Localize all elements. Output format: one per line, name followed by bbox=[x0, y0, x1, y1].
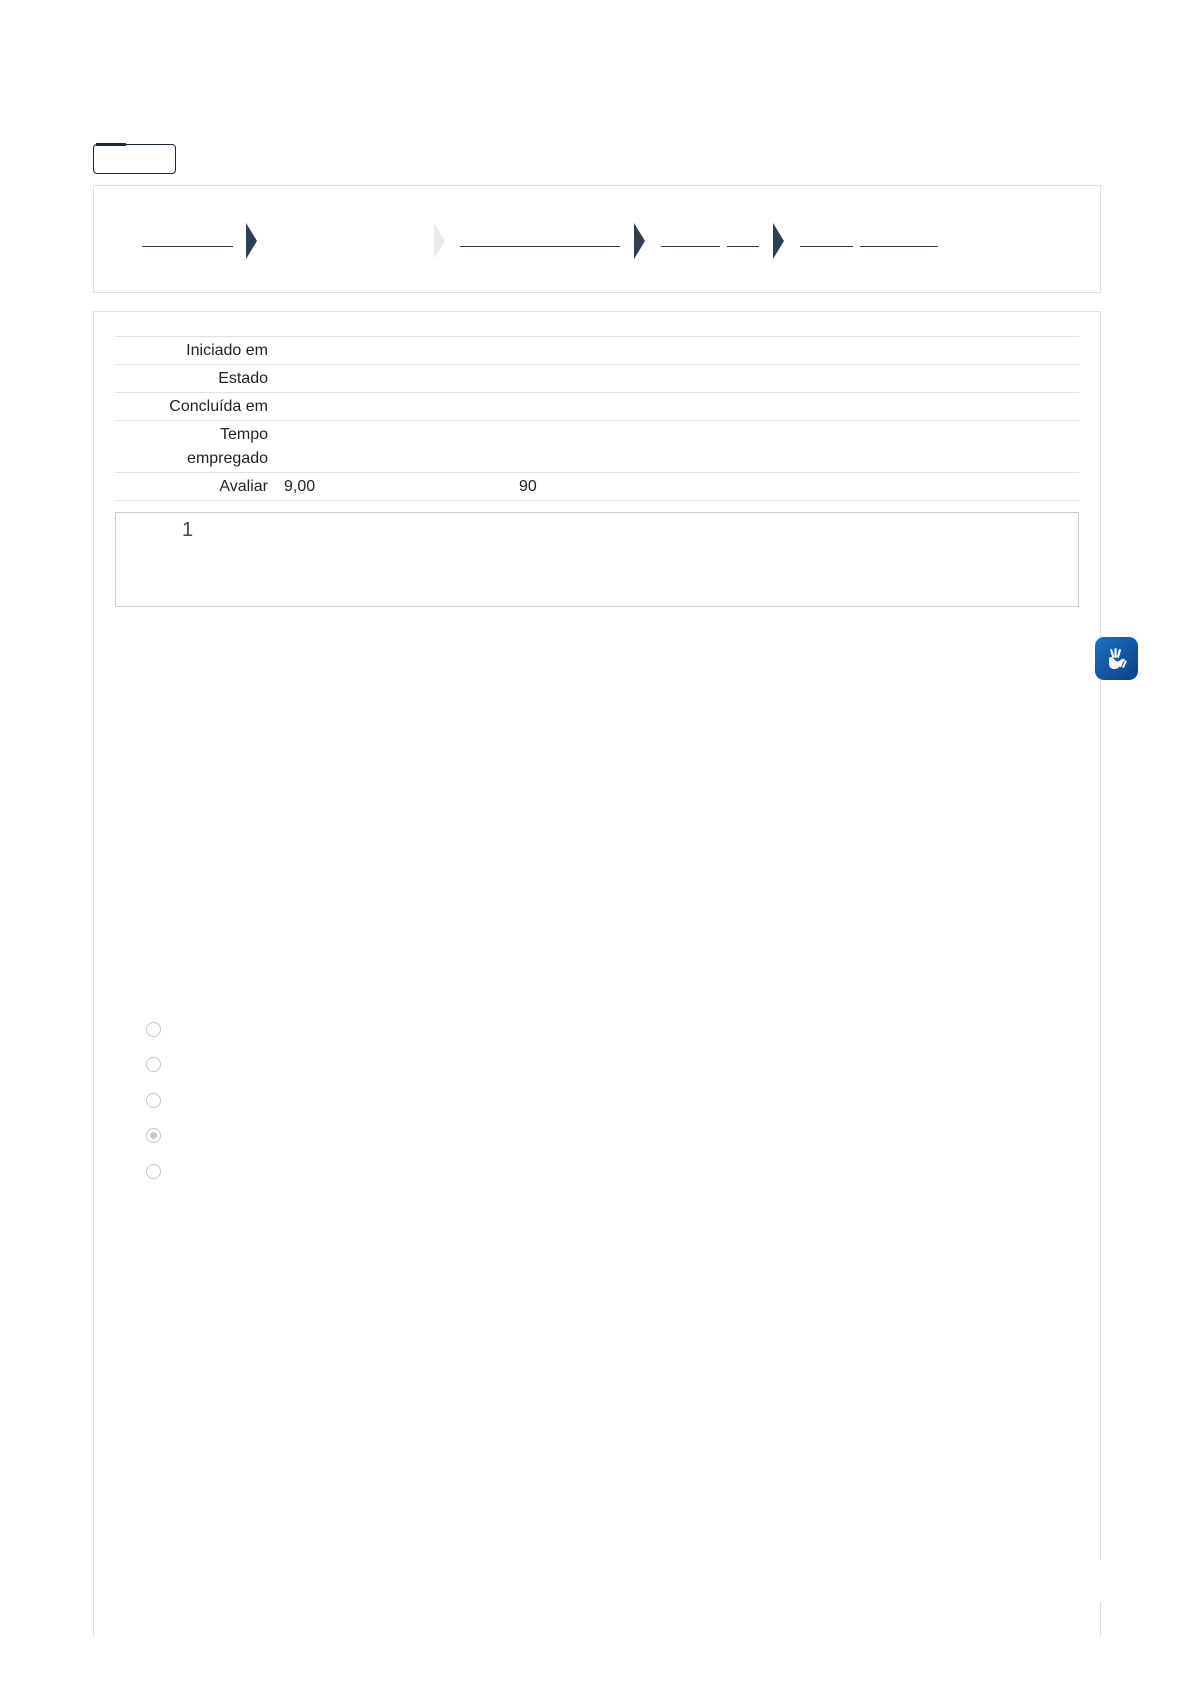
time-label: Tempo empregado bbox=[187, 426, 268, 467]
breadcrumb-link[interactable] bbox=[800, 246, 853, 247]
grade-cell bbox=[284, 473, 1079, 501]
time-value bbox=[284, 421, 1079, 473]
state-label: Estado bbox=[218, 370, 268, 387]
question-number: 1 bbox=[182, 519, 194, 541]
breadcrumb-link[interactable] bbox=[142, 246, 233, 247]
started-value bbox=[284, 337, 1079, 365]
breadcrumb-link[interactable] bbox=[460, 246, 620, 247]
answer-option-radio-selected[interactable] bbox=[146, 1128, 161, 1143]
summary-row-completed bbox=[115, 393, 1079, 421]
answer-option-radio[interactable] bbox=[146, 1057, 161, 1072]
breadcrumb-separator-icon bbox=[434, 223, 445, 259]
breadcrumb-separator-icon bbox=[634, 223, 645, 259]
page-gap bbox=[1095, 1560, 1105, 1602]
summary-row-started bbox=[115, 337, 1079, 365]
question-info-box bbox=[115, 512, 1079, 607]
completed-label: Concluída em bbox=[169, 398, 268, 415]
summary-row-state bbox=[115, 365, 1079, 393]
grade-percent: 90 bbox=[519, 478, 537, 495]
answer-option-radio[interactable] bbox=[146, 1022, 161, 1037]
breadcrumb-separator-icon bbox=[246, 223, 257, 259]
sign-language-hands-icon[interactable] bbox=[1095, 637, 1138, 680]
summary-row-grade bbox=[115, 473, 1079, 501]
started-label: Iniciado em bbox=[186, 342, 268, 359]
state-value bbox=[284, 365, 1079, 393]
summary-row-time bbox=[115, 421, 1079, 473]
answer-option-radio[interactable] bbox=[146, 1164, 161, 1179]
answer-option-radio[interactable] bbox=[146, 1093, 161, 1108]
breadcrumb-link[interactable] bbox=[860, 246, 938, 247]
breadcrumb-separator-icon bbox=[773, 223, 784, 259]
top-nav-button[interactable] bbox=[93, 144, 176, 174]
breadcrumb bbox=[93, 185, 1101, 293]
quiz-review-panel bbox=[93, 311, 1101, 1636]
grade-label: Avaliar bbox=[219, 478, 268, 495]
breadcrumb-link[interactable] bbox=[661, 246, 720, 247]
completed-value bbox=[284, 393, 1079, 421]
grade-value: 9,00 bbox=[284, 478, 316, 495]
breadcrumb-link[interactable] bbox=[727, 246, 759, 247]
attempt-summary-table bbox=[115, 336, 1079, 501]
